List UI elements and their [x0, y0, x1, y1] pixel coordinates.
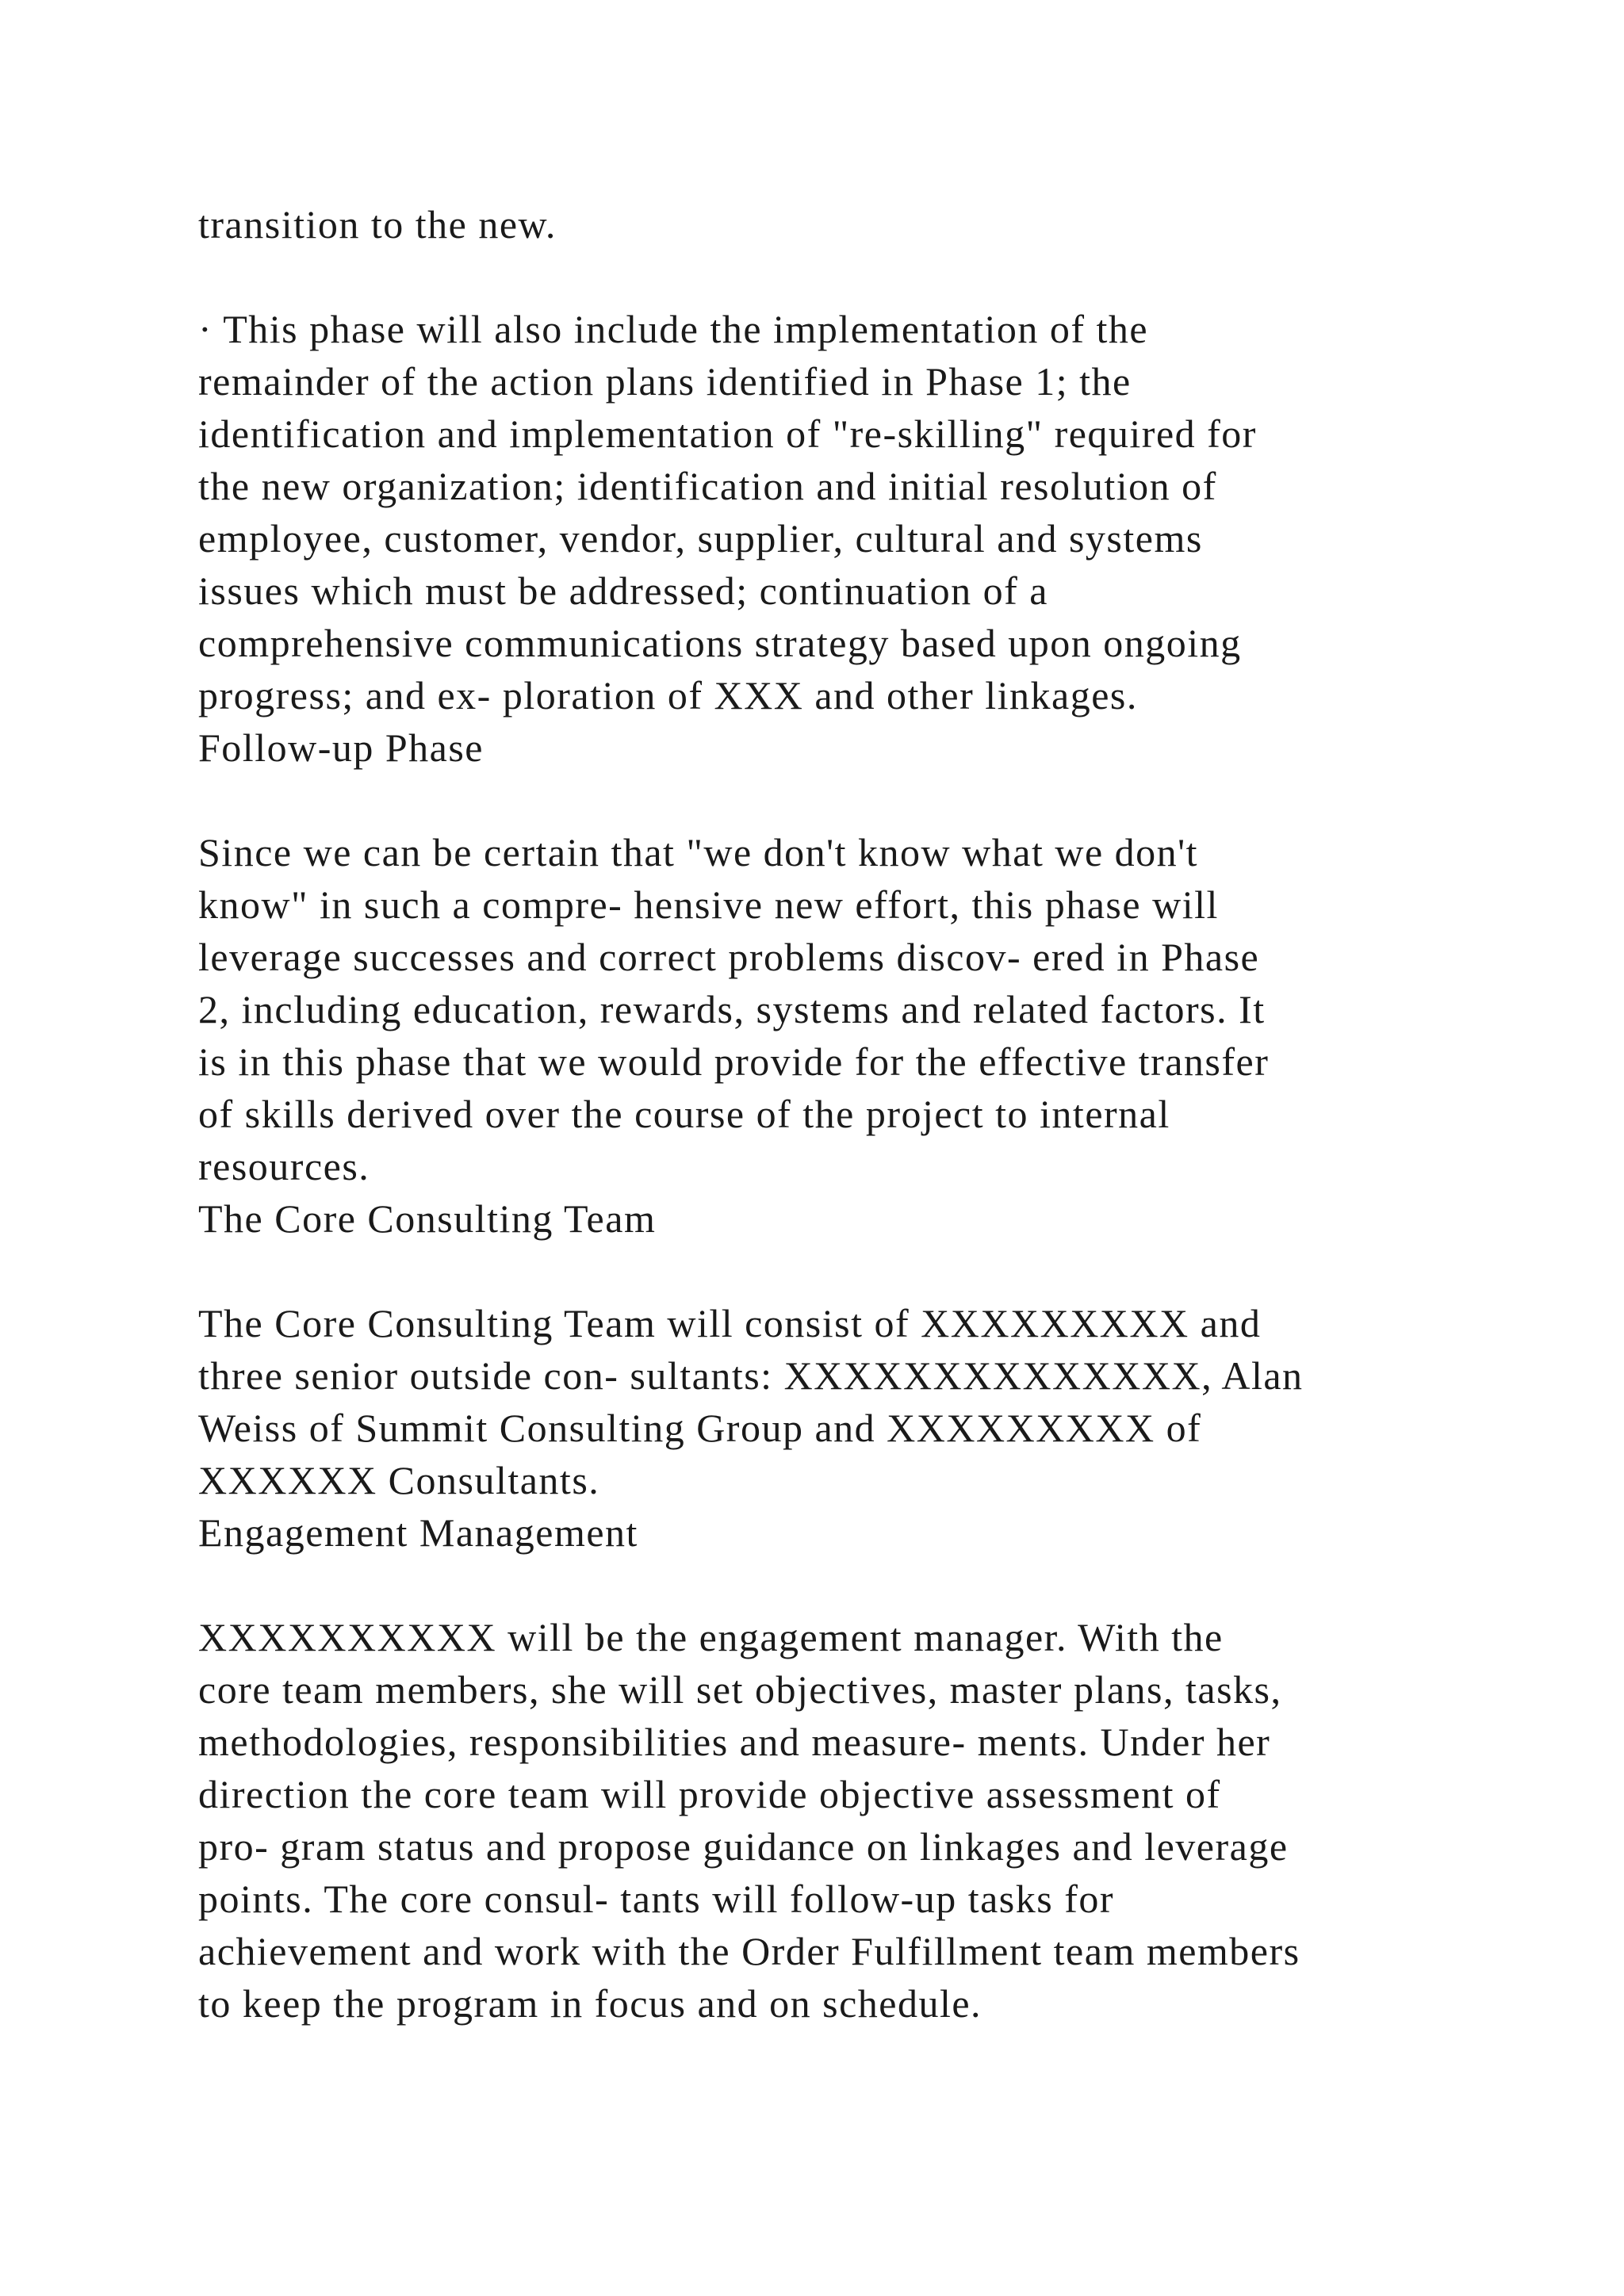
text-line: direction the core team will provide objective assessment of — [198, 1772, 1221, 1816]
blank-line — [198, 1559, 1515, 1611]
text-line: issues which must be addressed; continuation of a — [198, 568, 1048, 613]
text-line: progress; and ex- ploration of XXX and other linkages. — [198, 673, 1138, 718]
text-line: methodologies, responsibilities and measure- ments. Under her — [198, 1720, 1271, 1764]
text-line: XXXXXX Consultants. — [198, 1458, 600, 1502]
text-line: know" in such a compre- hensive new effort, this phase will — [198, 882, 1219, 927]
section-heading: The Core Consulting Team — [198, 1196, 657, 1241]
text-line: Since we can be certain that "we don't know what we don't — [198, 830, 1199, 874]
text-line: · This phase will also include the implementation of the — [198, 307, 1149, 351]
text-line: XXXXXXXXXX will be the engagement manager. With the — [198, 1615, 1224, 1659]
text-line: 2, including education, rewards, systems and related factors. It — [198, 987, 1266, 1031]
text-line: to keep the program in focus and on schedule. — [198, 1981, 982, 2026]
text-line: Weiss of Summit Consulting Group and XXXXXXXXX of — [198, 1406, 1202, 1450]
blank-line — [198, 774, 1515, 826]
text-line: identification and implementation of "re-skilling" required for — [198, 411, 1257, 456]
text-line: leverage successes and correct problems discov- ered in Phase — [198, 935, 1260, 979]
text-line: The Core Consulting Team will consist of XXXXXXXXX and — [198, 1301, 1262, 1345]
section-heading: Engagement Management — [198, 1510, 638, 1555]
text-line: resources. — [198, 1144, 370, 1188]
text-line: pro- gram status and propose guidance on linkages and leverage — [198, 1824, 1289, 1869]
blank-line — [198, 251, 1515, 303]
text-line: points. The core consul- tants will follow-up tasks for — [198, 1877, 1115, 1921]
text-line: core team members, she will set objectives, master plans, tasks, — [198, 1667, 1282, 1712]
text-line: comprehensive communications strategy based upon ongoing — [198, 621, 1242, 665]
text-line: remainder of the action plans identified in Phase 1; the — [198, 359, 1132, 404]
text-line: the new organization; identification and initial resolution of — [198, 464, 1217, 508]
document-body — [198, 198, 1515, 2030]
section-heading: Follow-up Phase — [198, 725, 484, 770]
text-line: three senior outside con- sultants: XXXXXXXXXXXXXX, Alan — [198, 1353, 1304, 1398]
text-line: employee, customer, vendor, supplier, cultural and systems — [198, 516, 1203, 561]
text-line: achievement and work with the Order Fulfillment team members — [198, 1929, 1300, 1973]
text-line: transition to the new. — [198, 202, 557, 247]
text-line: is in this phase that we would provide for the effective transfer — [198, 1039, 1270, 1084]
text-line: of skills derived over the course of the project to internal — [198, 1092, 1170, 1136]
blank-line — [198, 1245, 1515, 1297]
